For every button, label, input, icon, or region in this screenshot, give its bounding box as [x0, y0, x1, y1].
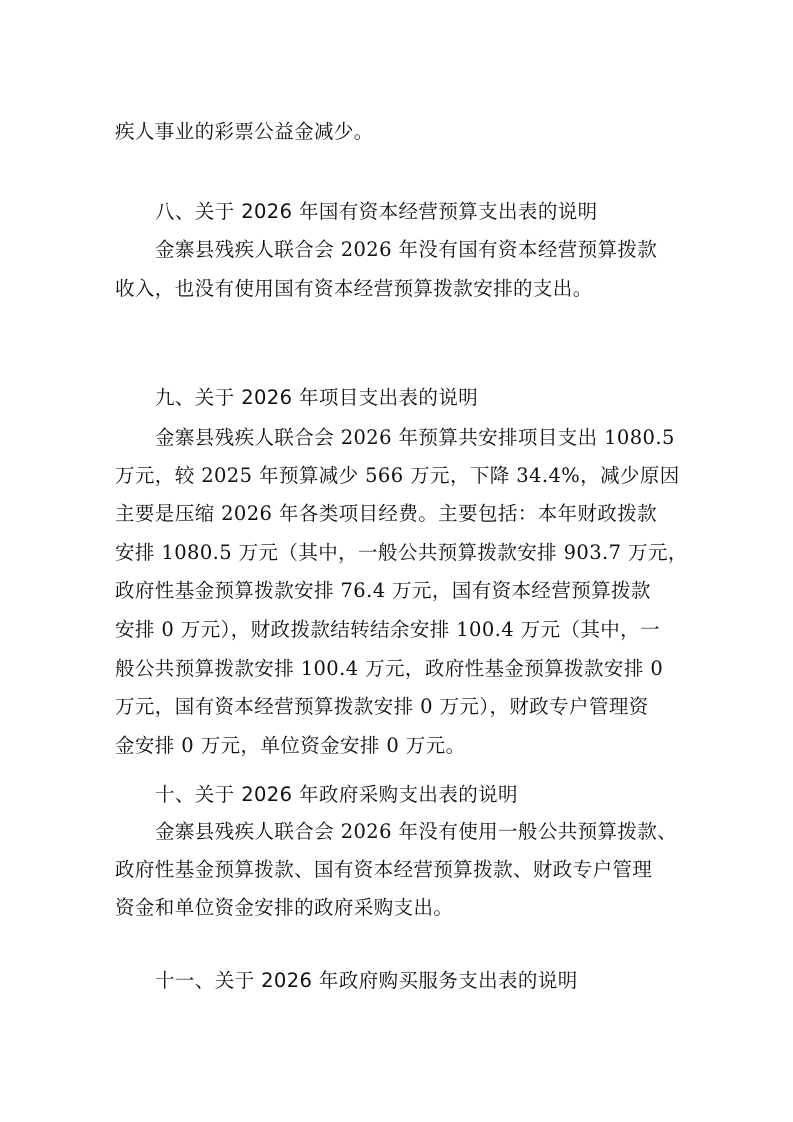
section-8-paragraph-line: 收入，也没有使用国有资本经营预算拨款安排的支出。 — [115, 277, 593, 300]
continuation-text: 疾人事业的彩票公益金减少。 — [115, 120, 374, 143]
section-8-paragraph-line: 金寨县残疾人联合会 2026 年没有国有资本经营预算拨款 — [155, 238, 658, 261]
section-9-paragraph-line: 安排 1080.5 万元（其中，一般公共预算拨款安排 903.7 万元， — [115, 541, 688, 564]
section-9-paragraph-line: 万元，国有资本经营预算拨款安排 0 万元），财政专户管理资 — [115, 695, 649, 718]
section-10-paragraph-line: 政府性基金预算拨款、国有资本经营预算拨款、财政专户管理 — [115, 858, 653, 881]
section-9-paragraph-line: 政府性基金预算拨款安排 76.4 万元，国有资本经营预算拨款 — [115, 579, 651, 602]
section-9-paragraph-line: 般公共预算拨款安排 100.4 万元，政府性基金预算拨款安排 0 — [115, 657, 664, 680]
section-9-paragraph-line: 金寨县残疾人联合会 2026 年预算共安排项目支出 1080.5 — [155, 426, 675, 449]
section-11-heading: 十一、关于 2026 年政府购买服务支出表的说明 — [155, 969, 578, 992]
section-8-heading: 八、关于 2026 年国有资本经营预算支出表的说明 — [155, 200, 598, 223]
section-9-heading: 九、关于 2026 年项目支出表的说明 — [155, 386, 479, 409]
section-9-paragraph-line: 金安排 0 万元，单位资金安排 0 万元。 — [115, 734, 466, 757]
section-9-paragraph-line: 万元，较 2025 年预算减少 566 万元，下降 34.4%，减少原因 — [115, 464, 680, 487]
section-10-paragraph-line: 金寨县残疾人联合会 2026 年没有使用一般公共预算拨款、 — [155, 820, 678, 843]
section-9-paragraph-line: 主要是压缩 2026 年各类项目经费。主要包括：本年财政拨款 — [115, 502, 658, 525]
section-9-paragraph-line: 安排 0 万元），财政拨款结转结余安排 100.4 万元（其中，一 — [115, 618, 660, 641]
section-10-paragraph-line: 资金和单位资金安排的政府采购支出。 — [115, 896, 454, 919]
section-10-heading: 十、关于 2026 年政府采购支出表的说明 — [155, 783, 518, 806]
